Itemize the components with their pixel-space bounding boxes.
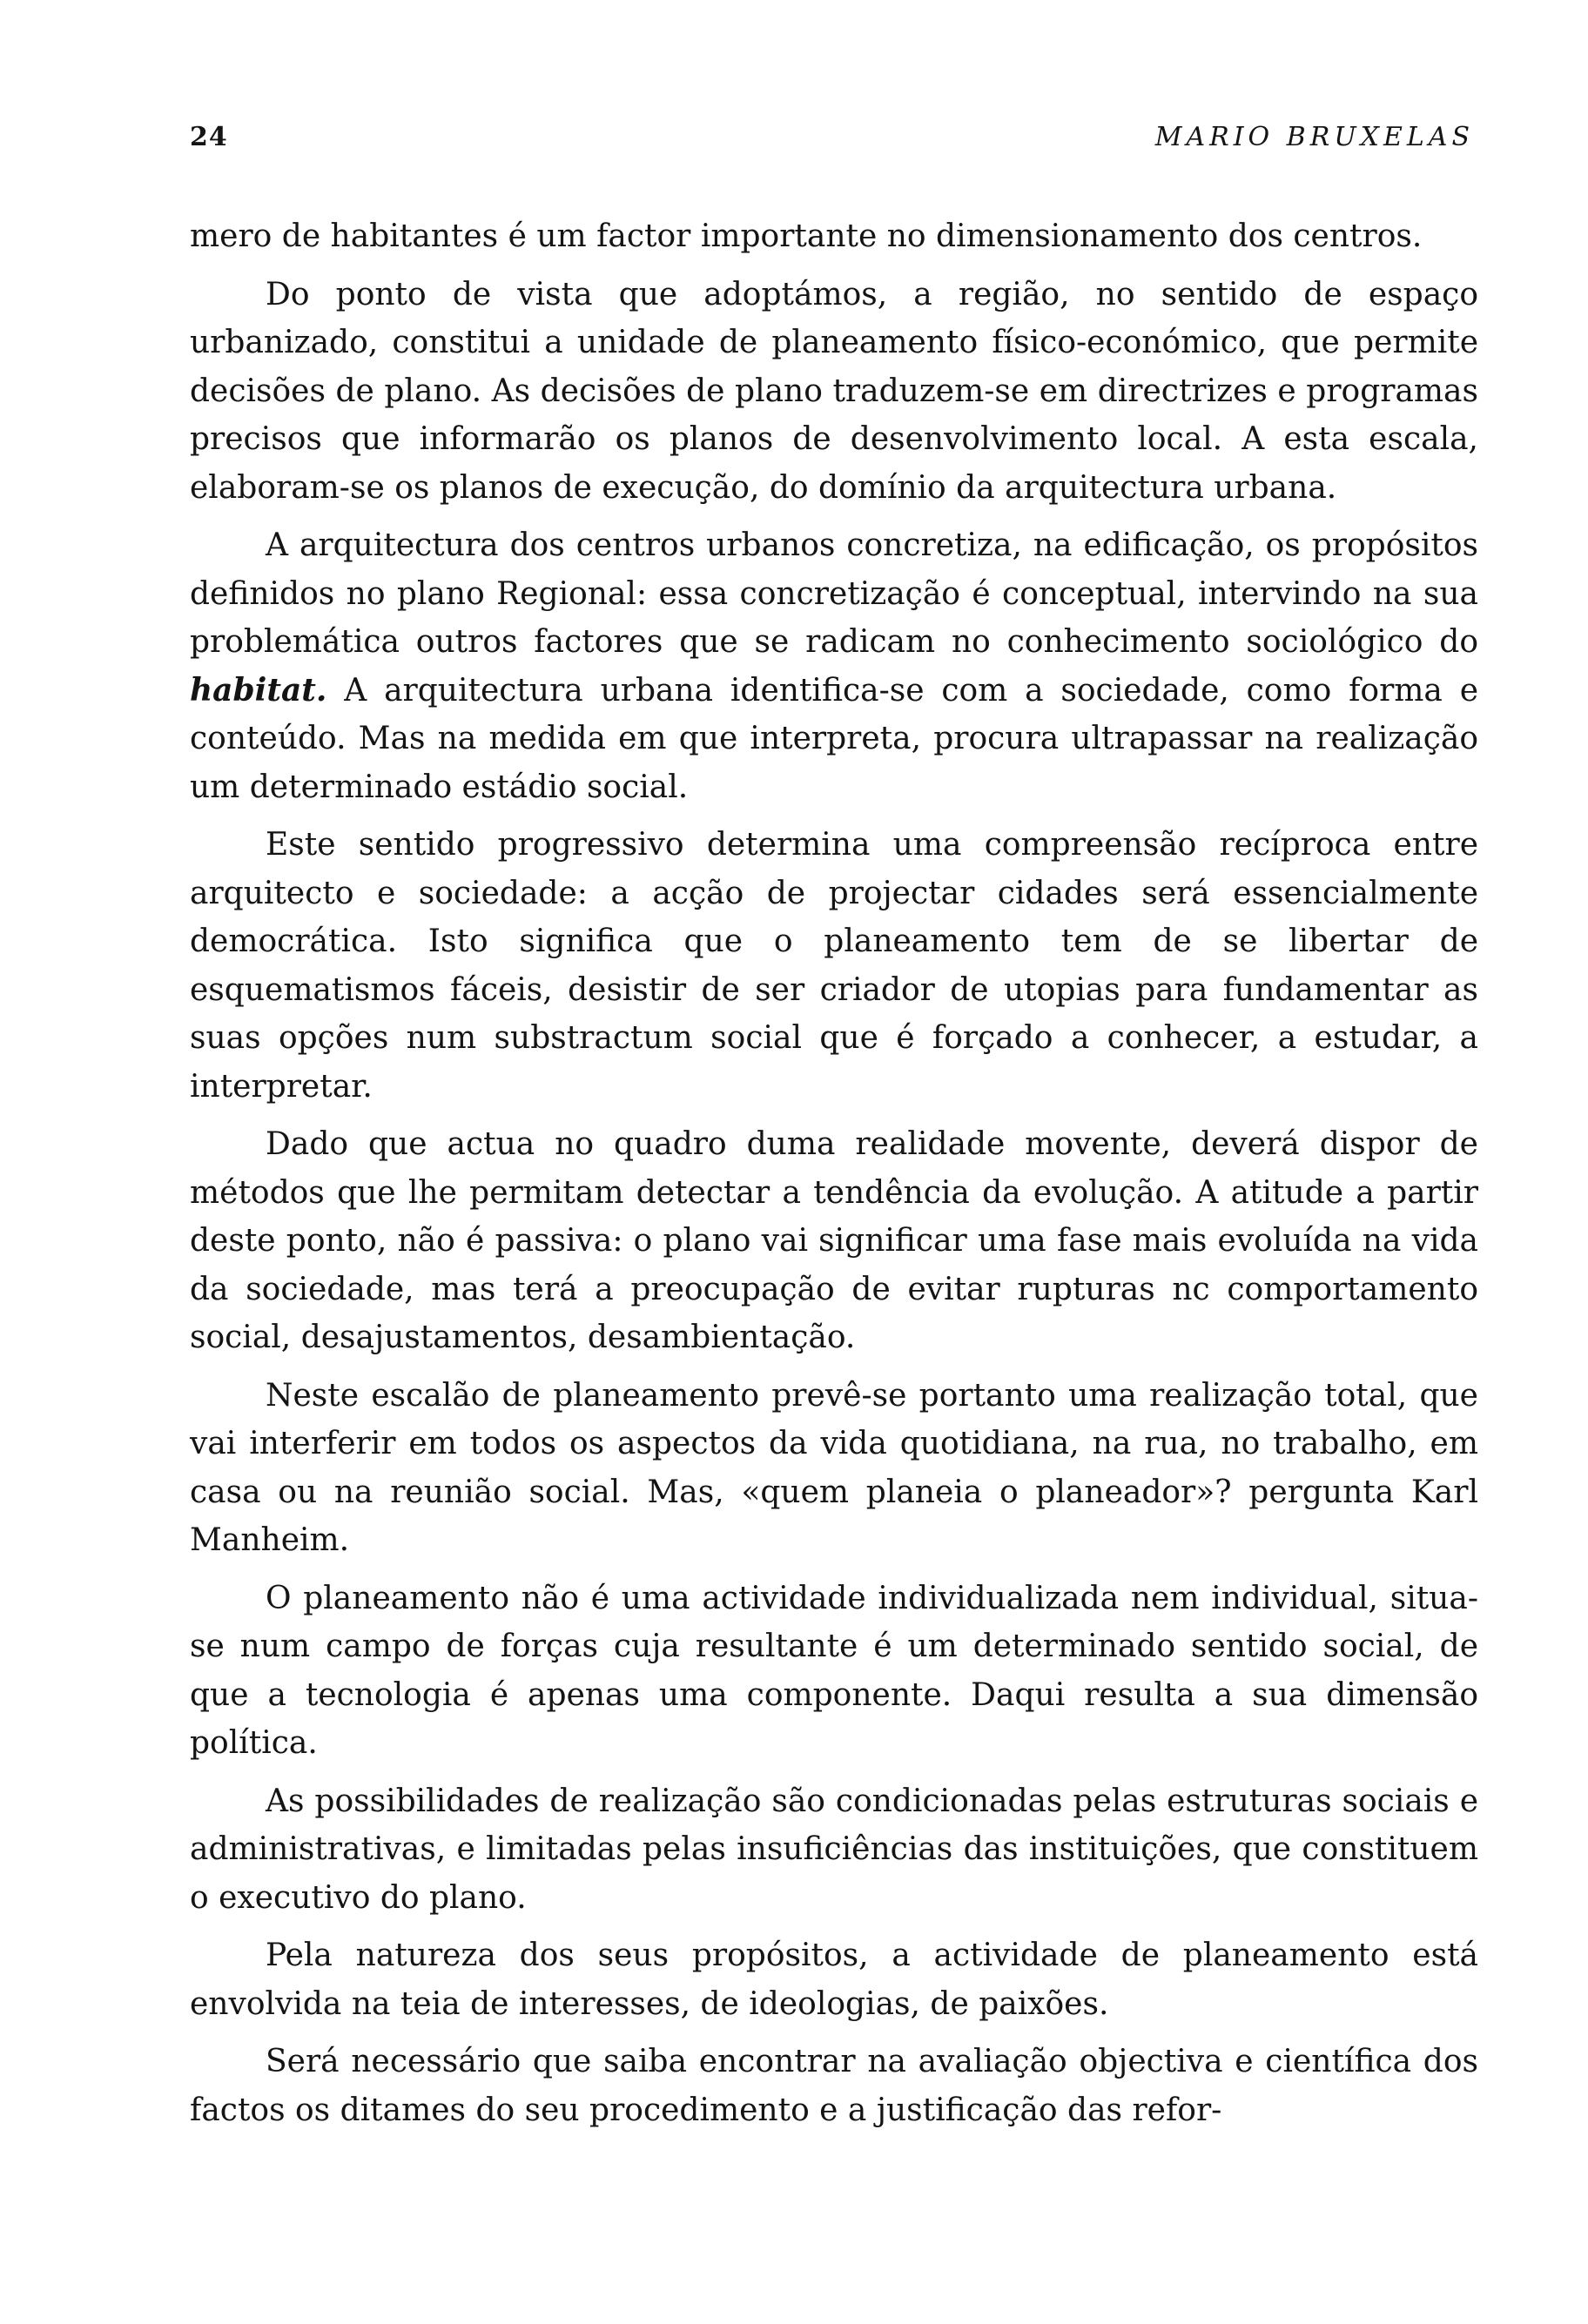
paragraph-9: Pela natureza dos seus propósitos, a actividade de planeamento está envolvida na teia de interesses, de ideologias, de paixões.: [190, 1938, 1478, 2022]
paragraph-7: O planeamento não é uma actividade individualizada nem individual, situa-se num campo de forças cuja resultante é um determinado sentido social, de que a tecnologia é apenas uma componente. Daqui resulta a sua dimensão política.: [190, 1580, 1478, 1761]
paragraph-1: mero de habitantes é um factor importante no dimensionamento dos centros.: [190, 218, 1423, 254]
page-number: 24: [190, 122, 228, 152]
paragraph-10: Será necessário que saiba encontrar na avaliação objectiva e científica dos factos os ditames do seu procedimento e a justificação das refor-: [190, 2044, 1478, 2128]
paragraph-2: Do ponto de vista que adoptámos, a região, no sentido de espaço urbanizado, constitui a unidade de planeamento físico-económico, que permite decisões de plano. As decisões de plano traduzem-se em directrizes e programas precisos que informarão os planos de desenvolvimento local. A esta escala, elaboram-se os planos de execução, do domínio da arquitectura urbana.: [190, 276, 1478, 506]
body-text: [190, 212, 1478, 2144]
paragraph-3-italic-term: habitat.: [190, 671, 327, 709]
page-header: [190, 122, 1474, 174]
paragraph-3: [190, 521, 1478, 811]
paragraph-6: Neste escalão de planeamento prevê-se portanto uma realização total, que vai interferir em todos os aspectos da vida quotidiana, na rua, no trabalho, em casa ou na reunião social. Mas, «quem planeia o planeador»? pergunta Karl Manheim.: [190, 1377, 1478, 1558]
paragraph-4: Este sentido progressivo determina uma compreensão recíproca entre arquitecto e sociedade: a acção de projectar cidades será essencialmente democrática. Isto significa que o planeamento tem de se libertar de esquematismos fáceis, desistir de ser criador de utopias para fundamentar as suas opções num substractum social que é forçado a conhecer, a estudar, a interpretar.: [190, 827, 1478, 1105]
paragraph-3-text-before: A arquitectura dos centros urbanos concretiza, na edificação, os propósitos definidos no plano Regional: essa concretização é conceptual, intervindo na sua problemática outros factores que se radicam no conhecimento sociológico do: [190, 527, 1478, 660]
running-head-author: MARIO BRUXELAS: [1154, 122, 1474, 152]
paragraph-8: As possibilidades de realização são condicionadas pelas estruturas sociais e administrativas, e limitadas pelas insuficiências das instituições, que constituem o executivo do plano.: [190, 1783, 1478, 1916]
paragraph-5: Dado que actua no quadro duma realidade movente, deverá dispor de métodos que lhe permitam detectar a tendência da evolução. A atitude a partir deste ponto, não é passiva: o plano vai significar uma fase mais evoluída na vida da sociedade, mas terá a preocupação de evitar rupturas nc comportamento social, desajustamentos, desambientação.: [190, 1126, 1478, 1355]
paragraph-3-text-after: A arquitectura urbana identifica-se com a sociedade, como forma e conteúdo. Mas na medida em que interpreta, procura ultrapassar na realização um determinado estádio social.: [190, 672, 1478, 805]
